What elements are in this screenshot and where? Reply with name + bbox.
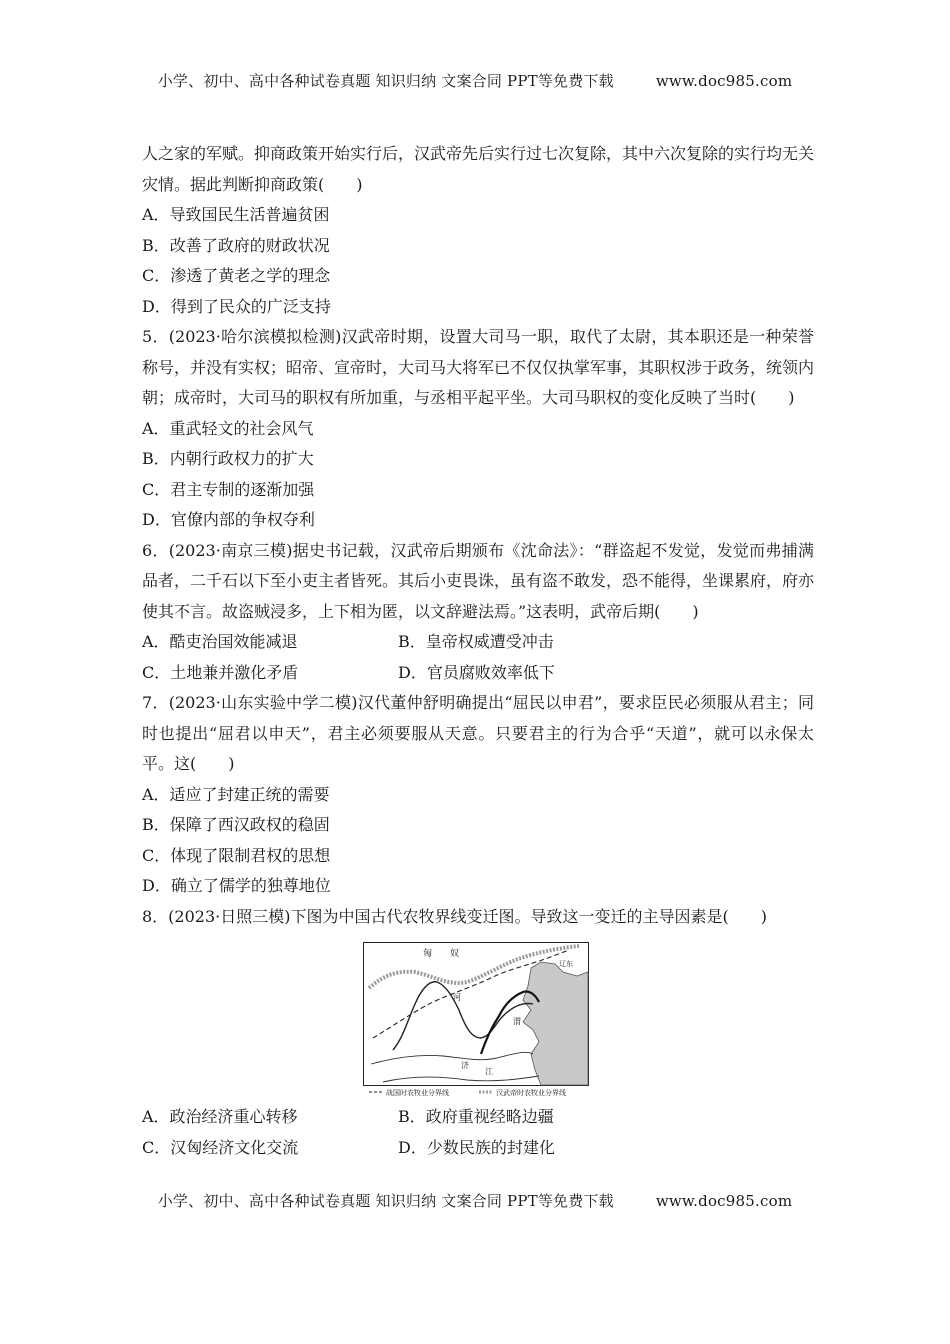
- q6-stem: 6．(2023·南京三模)据史书记载，汉武帝后期颁布《沈命法》：“群盗起不发觉，发觉而弗捕满品者，二千石以下至小吏主者皆死。其后小吏畏诛，虽有盗不敢发，恐不能得，坐课累府，府亦使其不言。故盗贼浸多，上下相为匿，以文辞避法焉。”这表明，武帝后期( ): [142, 540, 815, 621]
- legend-warring-label: 战国时农牧业分界线: [386, 1089, 449, 1096]
- page-footer: [0, 1190, 950, 1211]
- q8-option-c: C．汉匈经济文化交流: [142, 1137, 299, 1157]
- header-site-link[interactable]: www.doc985.com: [655, 72, 793, 90]
- map-label-river-4: 江: [485, 1067, 493, 1076]
- map-label-liaodong: 辽东: [559, 960, 573, 968]
- q8-option-b: B．政府重视经略边疆: [398, 1107, 554, 1126]
- q6-options-row-1: [142, 627, 814, 658]
- q8-stem: 8．(2023·日照三模)下图为中国古代农牧界线变迁图。导致这一变迁的主导因素是( ): [142, 906, 767, 926]
- q7-option-a: A．适应了封建正统的需要: [142, 784, 330, 804]
- q8-options-row-1: [142, 1102, 814, 1133]
- legend-han-label: 汉武帝时农牧业分界线: [496, 1089, 566, 1096]
- q6-option-c: C．土地兼并激化矛盾: [142, 662, 299, 682]
- page-content: [142, 139, 814, 1163]
- q4-option-a: A．导致国民生活普遍贫困: [142, 205, 330, 224]
- q5-option-d: D．官僚内部的争权夺利: [142, 510, 315, 529]
- q8-options-row-2: [142, 1133, 814, 1164]
- q7-option-d: D．确立了儒学的独尊地位: [142, 876, 331, 895]
- q7-stem: 7．(2023·山东实验中学二模)汉代董仲舒明确提出“屈民以申君”，要求臣民必须服从君主；同时也提出“屈君以申天”，君主必须要服从天意。只要君主的行为合乎“天道”，就可以永保太平。这( ): [142, 693, 814, 773]
- map-label-river-1: 河: [453, 993, 461, 1002]
- footer-text: 小学、初中、高中各种试卷真题 知识归纳 文案合同 PPT等免费下载: [157, 1192, 614, 1210]
- q4-option-c: C．渗透了黄老之学的理念: [142, 266, 331, 285]
- q6-options-row-2: [142, 658, 814, 689]
- q4-option-d: D．得到了民众的广泛支持: [142, 296, 331, 316]
- q8-option-d: D．少数民族的封建化: [398, 1137, 555, 1157]
- page-header: [0, 70, 950, 91]
- q8-option-a: A．政治经济重心转移: [142, 1107, 298, 1126]
- map-label-xiongnu: 匈 奴: [423, 949, 460, 959]
- q5-option-c: C．君主专制的逐渐加强: [142, 479, 315, 499]
- q5-stem: 5．(2023·哈尔滨模拟检测)汉武帝时期，设置大司马一职，取代了太尉，其本职还是一种荣誉称号，并没有实权；昭帝、宣帝时，大司马大将军已不仅仅执掌军事，其职权涉于政务，统领内朝；成帝时，大司马的职权有所加重，与丞相平起平坐。大司马职权的变化反映了当时( ): [142, 327, 815, 407]
- q5-option-a: A．重武轻文的社会风气: [142, 418, 314, 438]
- q4-stem: 人之家的军赋。抑商政策开始实行后，汉武帝先后实行过七次复除，其中六次复除的实行均无关灾情。据此判断抑商政策( ): [142, 144, 815, 194]
- q4-option-b: B．改善了政府的财政状况: [142, 235, 330, 255]
- q5-option-b: B．内朝行政权力的扩大: [142, 449, 314, 468]
- q6-option-d: D．官员腐败效率低下: [398, 662, 555, 682]
- header-text: 小学、初中、高中各种试卷真题 知识归纳 文案合同 PPT等免费下载: [157, 72, 614, 90]
- map-label-river-3: 济: [461, 1061, 469, 1070]
- q7-option-b: B．保障了西汉政权的稳固: [142, 815, 330, 834]
- q6-option-b: B．皇帝权威遭受冲击: [398, 632, 554, 651]
- q6-option-a: A．酷吏治国效能减退: [142, 632, 298, 651]
- footer-site-link[interactable]: www.doc985.com: [655, 1192, 793, 1210]
- map-label-river-2: 渭: [513, 1017, 521, 1026]
- farming-pastoral-boundary-map: [363, 942, 589, 1096]
- q7-option-c: C．体现了限制君权的思想: [142, 845, 331, 865]
